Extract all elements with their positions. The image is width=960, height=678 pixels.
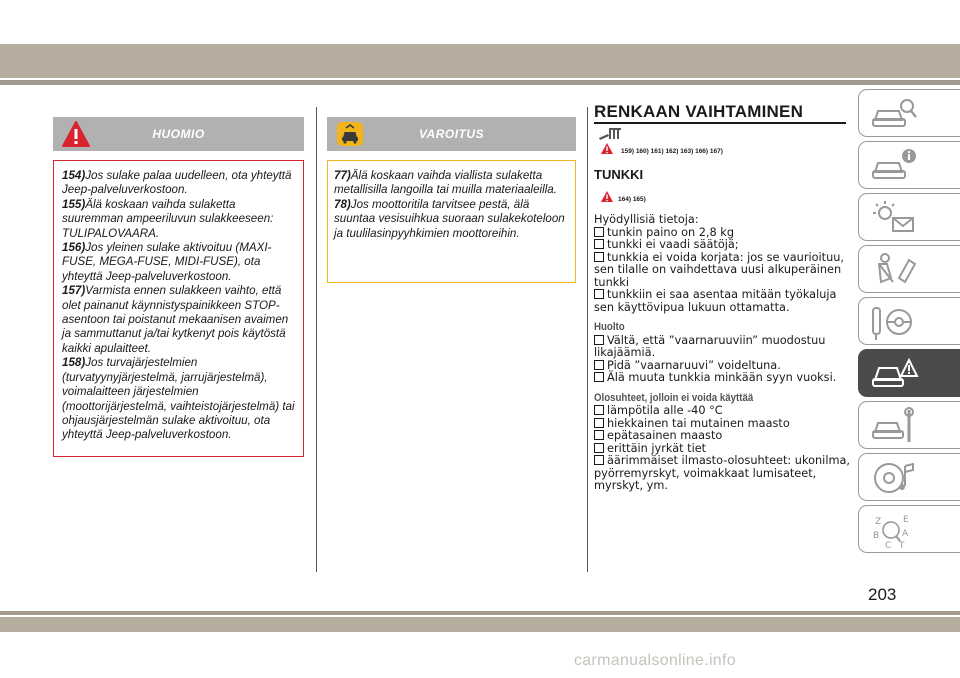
section-heading: RENKAAN VAIHTAMINEN	[594, 102, 804, 121]
top-band	[0, 44, 960, 78]
list-item: tunkin paino on 2,8 kg	[594, 227, 850, 240]
warning-triangle-icon	[600, 190, 614, 203]
checkbox-bullet-icon	[594, 405, 604, 415]
huomio-title: HUOMIO	[152, 127, 205, 141]
list-item: tunkkiin ei saa asentaa mitään työkaluja sen käyttövipua lukuun ottamatta.	[594, 288, 837, 314]
warning-triangle-icon	[600, 142, 614, 155]
tab-dashboard-lights[interactable]	[858, 193, 960, 241]
top-rule	[0, 80, 960, 85]
checkbox-bullet-icon	[594, 227, 604, 237]
varoitus-title: VAROITUS	[418, 127, 485, 141]
car-service-icon	[869, 406, 919, 446]
section-subheading: Olosuhteet, jolloin ei voida käyttää	[594, 391, 754, 404]
tab-car-service[interactable]	[858, 401, 960, 449]
tab-index[interactable]	[858, 505, 960, 553]
list-item: tunkkia ei voida korjata: jos se vaurioituu, sen tilalle on vaihdettava uusi alkuperäinen tunkki	[594, 250, 844, 289]
list-item: Vältä, että ”vaarnaruuviin” muodostuu likajäämiä.	[594, 333, 826, 359]
dashboard-lights-icon	[869, 198, 919, 238]
checkbox-bullet-icon	[594, 430, 604, 440]
varoitus-header	[327, 117, 576, 151]
checkbox-bullet-icon	[594, 455, 604, 465]
bottom-band	[0, 617, 960, 632]
list-item: epätasainen maasto	[594, 430, 850, 443]
note: 78)Jos moottoritila tarvitsee pestä, älä suuntaa vesisuihkua suoraan sulakekoteloon ja tuulilasinpyyhkimien moottoreihin.	[334, 197, 565, 240]
tab-car-search[interactable]	[858, 89, 960, 137]
list-item: tunkki ei vaadi säätöjä;	[594, 239, 850, 252]
index-letter: T	[899, 541, 905, 550]
huomio-header	[53, 117, 304, 151]
car-emergency-icon	[869, 354, 919, 394]
index-letter: A	[902, 529, 909, 539]
heading-underline	[594, 122, 846, 124]
checkbox-bullet-icon	[594, 418, 604, 428]
list-item: Pidä ”vaarnaruuvi” voideltuna.	[594, 360, 850, 373]
varoitus-notes	[334, 169, 571, 241]
warning-references: 164) 165)	[618, 196, 646, 203]
checkbox-bullet-icon	[594, 372, 604, 382]
tab-car-emergency[interactable]	[858, 349, 960, 397]
tab-car-info[interactable]	[858, 141, 960, 189]
intro-text: Hyödyllisiä tietoja:	[594, 213, 699, 226]
tab-key-steering[interactable]	[858, 297, 960, 345]
note: 156)Jos yleinen sulake aktivoituu (MAXI-FUSE, MEGA-FUSE, MIDI-FUSE), ota yhteyttä Jeep-palveluverkostoon.	[62, 241, 272, 283]
jack-info	[594, 214, 850, 493]
varoitus-box	[327, 160, 576, 283]
car-search-icon	[869, 94, 919, 134]
list-item: lämpötila alle -40 °C	[594, 405, 850, 418]
tab-multimedia[interactable]	[858, 453, 960, 501]
huomio-box	[53, 160, 304, 457]
column-divider	[587, 107, 588, 572]
key-steering-icon	[869, 302, 919, 342]
tab-seat-safety[interactable]	[858, 245, 960, 293]
list-item: erittäin jyrkät tiet	[594, 443, 850, 456]
checkbox-bullet-icon	[594, 239, 604, 249]
subsection-heading: TUNKKI	[594, 167, 644, 182]
checkbox-bullet-icon	[594, 360, 604, 370]
checkbox-bullet-icon	[594, 443, 604, 453]
bottom-rule	[0, 611, 960, 615]
warning-references: 159) 160) 161) 162) 163) 166) 167)	[621, 148, 723, 155]
index-letter: E	[903, 515, 909, 525]
note: 158)Jos turvajärjestelmien (turvatyynyjärjestelmä, jarrujärjestelmä), voimalaitteen järjestelmien (moottorijärjestelmä, vaihteistojärjestelmä) tai ohjausjärjestelmän sulake aktivoituu, ota yhteyttä Jeep-palveluverkostoon.	[62, 356, 295, 442]
tool-icon	[598, 127, 624, 141]
checkbox-bullet-icon	[594, 289, 604, 299]
page-number: 203	[868, 585, 897, 604]
index-letter: C	[885, 541, 892, 550]
checkbox-bullet-icon	[594, 252, 604, 262]
note: 154)Jos sulake palaa uudelleen, ota yhteyttä Jeep-palveluverkostoon.	[62, 169, 292, 197]
section-subheading: Huolto	[594, 321, 625, 333]
note: 157)Varmista ennen sulakkeen vaihto, että olet painanut käynnistyspainikkeen STOP-asentoon tai poistanut mekaanisen avaimen ja sammuttanut ja/tai kytkenyt pois käytöstä kaikki apulaitteet.	[62, 284, 289, 355]
column-divider	[316, 107, 317, 572]
index-letter: Z	[875, 517, 882, 527]
huomio-notes	[62, 169, 299, 443]
list-item: hiekkainen tai mutainen maasto	[594, 418, 850, 431]
note: 77)Älä koskaan vaihda viallista sulaketta metallisilla langoilla tai muilla materiaaleilla.	[334, 169, 557, 197]
list-item: Älä muuta tunkkia minkään syyn vuoksi.	[594, 372, 850, 385]
note: 155)Älä koskaan vaihda sulaketta suuremman ampeeriluvun sulakkeeseen: TULIPALOVAARA.	[62, 197, 274, 240]
multimedia-icon	[869, 458, 919, 498]
index-icon	[869, 510, 919, 550]
index-letter: B	[873, 531, 880, 541]
car-info-icon	[869, 146, 919, 186]
checkbox-bullet-icon	[594, 335, 604, 345]
list-item: äärimmäiset ilmasto-olosuhteet: ukonilma, pyörremyrskyt, voimakkaat lumisateet, myrskyt, ym.	[594, 454, 850, 492]
seat-safety-icon	[869, 250, 919, 290]
watermark: carmanualsonline.info	[574, 652, 736, 669]
